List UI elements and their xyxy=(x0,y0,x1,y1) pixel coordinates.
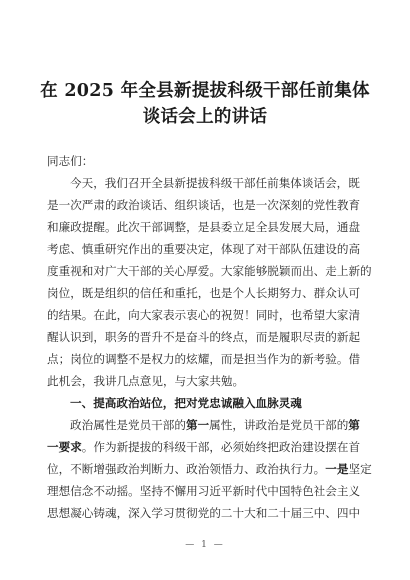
paragraph-2-text: 政治属性是党员干部的 xyxy=(70,418,186,432)
paragraph-1-line: 点；岗位的调整不是权力的炫耀，而是担当作为的新考验。借 xyxy=(47,352,361,366)
paragraph-1-line: 是一次严肃的政治谈话、组织谈话，也是一次深刻的党性教育 xyxy=(47,198,361,212)
emphasis-text: 第一 xyxy=(185,418,210,432)
paragraph-2-line xyxy=(47,436,359,458)
paragraph-1-line: 的结果。在此，向大家表示衷心的祝贺！同时，也希望大家清 xyxy=(47,308,361,322)
paragraph-2-line xyxy=(47,414,359,436)
section-heading-1: 一、提高政治站位，把对党忠诚融入血脉灵魂 xyxy=(70,396,302,410)
paragraph-1-line: 考虑、慎重研究作出的重要决定，体现了对干部队伍建设的高 xyxy=(47,242,361,256)
paragraph-2-text: 属性，讲政治是党员干部的 xyxy=(209,418,349,432)
paragraph-2-line: 理想信念不动摇。坚持不懈用习近平新时代中国特色社会主义 xyxy=(47,484,361,498)
emphasis-text: 一是 xyxy=(325,462,349,476)
paragraph-1-line: 今天，我们召开全县新提拔科级干部任前集体谈话会，既 xyxy=(70,176,360,190)
emphasis-text: 一要求 xyxy=(47,440,82,454)
paragraph-2-text: 坚定 xyxy=(348,462,372,476)
salutation: 同志们： xyxy=(47,154,94,168)
paragraph-1-line: 醒认识到，职务的晋升不是奋斗的终点，而是履职尽责的新起 xyxy=(47,330,361,344)
paragraph-1-line: 岗位，既是组织的信任和重托，也是个人长期努力、群众认可 xyxy=(47,286,361,300)
document-title xyxy=(30,78,380,130)
paragraph-1-line: 此机会，我讲几点意见，与大家共勉。 xyxy=(47,374,245,388)
paragraph-2-text: 位，不断增强政治判断力、政治领悟力、政治执行力。 xyxy=(47,462,326,476)
emphasis-text: 第 xyxy=(348,418,360,432)
paragraph-1-line: 和廉政提醒。此次干部调整，是县委立足全县发展大局，通盘 xyxy=(47,220,361,234)
paragraph-2-line xyxy=(47,458,372,480)
paragraph-2-text: 。作为新提拔的科级干部，必须始终把政治建设摆在首 xyxy=(81,440,361,454)
title-line-2: 谈话会上的讲话 xyxy=(142,107,268,127)
paragraph-2-line: 思想凝心铸魂，深入学习贯彻党的二十大和二十届三中、四中 xyxy=(47,506,361,520)
paragraph-1-line: 度重视和对广大干部的关心厚爱。大家能够脱颖而出、走上新的 xyxy=(47,264,372,278)
page-number: — 1 — xyxy=(185,540,225,550)
document-body xyxy=(47,150,372,524)
title-line-1: 在 2025 年全县新提拔科级干部任前集体 xyxy=(40,81,370,101)
